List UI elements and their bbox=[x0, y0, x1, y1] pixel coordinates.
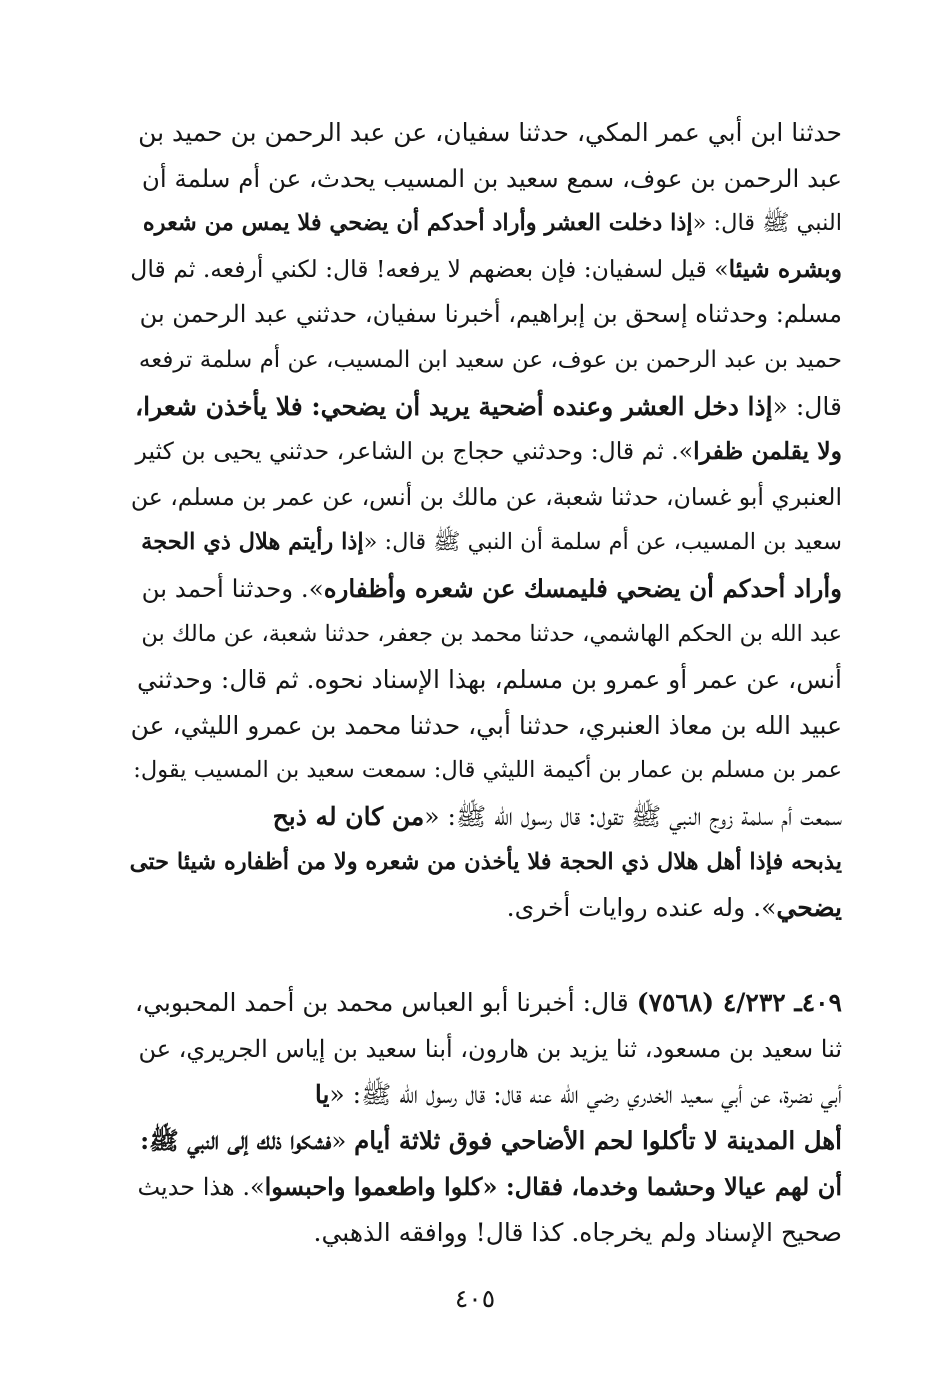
text-line bbox=[130, 1210, 842, 1256]
hadith-text-bold: أهل المدينة لا تأكلوا لحم الأضاحي فوق ثلاثة أيام bbox=[354, 1126, 842, 1155]
text-line bbox=[130, 1118, 842, 1164]
narration-text: عمر بن مسلم بن عمار بن أكيمة الليثي قال: سمعت سعيد بن المسيب يقول: bbox=[133, 757, 842, 784]
narration-text: صحيح الإسناد ولم يخرجاه. كذا قال! ووافقه الذهبي. bbox=[313, 1218, 842, 1247]
narration-text: مسلم: وحدثناه إسحق بن إبراهيم، أخبرنا سفيان، حدثني عبد الرحمن بن bbox=[139, 300, 842, 329]
narration-text: عبد الرحمن بن عوف، سمع سعيد بن المسيب يحدث، عن أم سلمة أن bbox=[141, 163, 842, 193]
narration-text: قال: « bbox=[772, 391, 842, 421]
text-line bbox=[130, 338, 842, 384]
narration-text: العنبري أبو غسان، حدثنا شعبة، عن مالك بن أنس، عن عمر بن مسلم، عن bbox=[130, 482, 842, 511]
hadith-text-bold: من كان له ذبح bbox=[272, 801, 425, 831]
hadith-text-bold: أن لهم عيالا وحشما وخدما، فقال: « bbox=[482, 1172, 842, 1201]
narration-text: ». وحدثنا أحمد بن bbox=[141, 573, 324, 603]
narration-text: أنس، عن عمر أو عمرو بن مسلم، بهذا الإسناد نحوه. ثم قال: وحدثني bbox=[136, 665, 842, 695]
text-line bbox=[130, 885, 842, 931]
hadith-text-bold: إذا رأيتم هلال ذي الحجة bbox=[141, 529, 364, 556]
narration-text: عبد الله بن الحكم الهاشمي، حدثنا محمد بن جعفر، حدثنا شعبة، عن مالك بن bbox=[141, 620, 842, 647]
narration-text: سعيد بن المسيب، عن أم سلمة أن النبي ﷺ قال: « bbox=[363, 529, 842, 556]
text-line bbox=[130, 703, 842, 749]
narration-text: ». هذا حديث bbox=[137, 1173, 265, 1201]
narration-text: عبيد الله بن معاذ العنبري، حدثنا أبي، حدثنا محمد بن عمرو الليثي، عن bbox=[130, 710, 842, 740]
text-line bbox=[130, 1164, 842, 1210]
hadith-paragraph-muslim bbox=[130, 110, 842, 931]
text-line bbox=[130, 110, 842, 156]
text-line bbox=[130, 520, 842, 566]
hadith-text-bold: وبشره شيئا bbox=[728, 254, 842, 283]
narration-text: ثنا سعيد بن مسعود، ثنا يزيد بن هارون، أبنا سعيد بن إياس الجريري، عن bbox=[138, 1035, 842, 1063]
page-number: ٤٠٥ bbox=[454, 1284, 496, 1313]
text-line bbox=[130, 1026, 842, 1072]
narration-text: » قيل لسفيان: فإن بعضهم لا يرفعه! قال: لكني أرفعه. ثم قال bbox=[130, 254, 729, 283]
text-line bbox=[130, 612, 842, 658]
narration-text: أبي نضرة، عن أبي سعيد الخدري رضي الله عنه قال: قال رسول الله ﷺ: « bbox=[329, 1080, 842, 1109]
narration-text: حميد بن عبد الرحمن بن عوف، عن سعيد ابن المسيب، عن أم سلمة ترفعه bbox=[138, 346, 842, 373]
hadith-paragraph-409 bbox=[130, 980, 842, 1256]
text-line bbox=[130, 292, 842, 338]
narration-text: النبي ﷺ قال: « bbox=[692, 210, 842, 237]
hadith-text-bold: إذا دخل العشر وعنده أضحية يريد أن يضحي: فلا يأخذن شعرا، bbox=[135, 391, 773, 421]
text-line bbox=[130, 657, 842, 703]
hadith-text-bold: يضحي bbox=[776, 893, 842, 923]
text-line bbox=[130, 1072, 842, 1118]
hadith-text-bold: يذبحه فإذا أهل هلال ذي الحجة فلا يأخذن من شعره ولا من أظفاره شيئا حتى bbox=[130, 848, 842, 875]
hadith-text-bold: إذا دخلت العشر وأراد أحدكم أن يضحي فلا يمس من شعره bbox=[142, 210, 693, 237]
narration-text: قال: أخبرنا أبو العباس محمد بن أحمد المحبوبي، bbox=[135, 988, 637, 1017]
text-line bbox=[130, 156, 842, 202]
text-line bbox=[130, 794, 842, 840]
narration-text: ». ثم قال: وحدثني حجاج بن الشاعر، حدثني يحيى بن كثير bbox=[135, 437, 694, 466]
text-line bbox=[130, 429, 842, 475]
hadith-text-bold: ولا يقلمن ظفرا bbox=[693, 437, 842, 466]
hadith-text-bold: كلوا واطعموا واحبسوا bbox=[264, 1172, 483, 1201]
narration-text: ». وله عنده روايات أخرى. bbox=[506, 893, 777, 923]
hadith-text-bold: يا bbox=[314, 1080, 330, 1109]
hadith-text-bold: فشكوا ذلك إلى النبي ﷺ: bbox=[140, 1126, 332, 1155]
text-line bbox=[130, 980, 842, 1026]
narration-text: حدثنا ابن أبي عمر المكي، حدثنا سفيان، عن عبد الرحمن بن حميد بن bbox=[138, 118, 842, 147]
hadith-text-bold: وأراد أحدكم أن يضحي فليمسك عن شعره وأظفاره bbox=[323, 573, 842, 603]
text-line bbox=[130, 566, 842, 612]
text-line bbox=[130, 748, 842, 794]
narration-text: « bbox=[331, 1126, 355, 1155]
text-line bbox=[130, 475, 842, 521]
text-line bbox=[130, 840, 842, 886]
text-line bbox=[130, 384, 842, 430]
text-line bbox=[130, 201, 842, 247]
text-line bbox=[130, 247, 842, 293]
hadith-text-bold: ٤٠٩ـ ٤/٢٣٢ (٧٥٦٨) bbox=[636, 988, 842, 1017]
narration-text: سمعت أم سلمة زوج النبي ﷺ تقول: قال رسول الله ﷺ: « bbox=[424, 801, 842, 831]
